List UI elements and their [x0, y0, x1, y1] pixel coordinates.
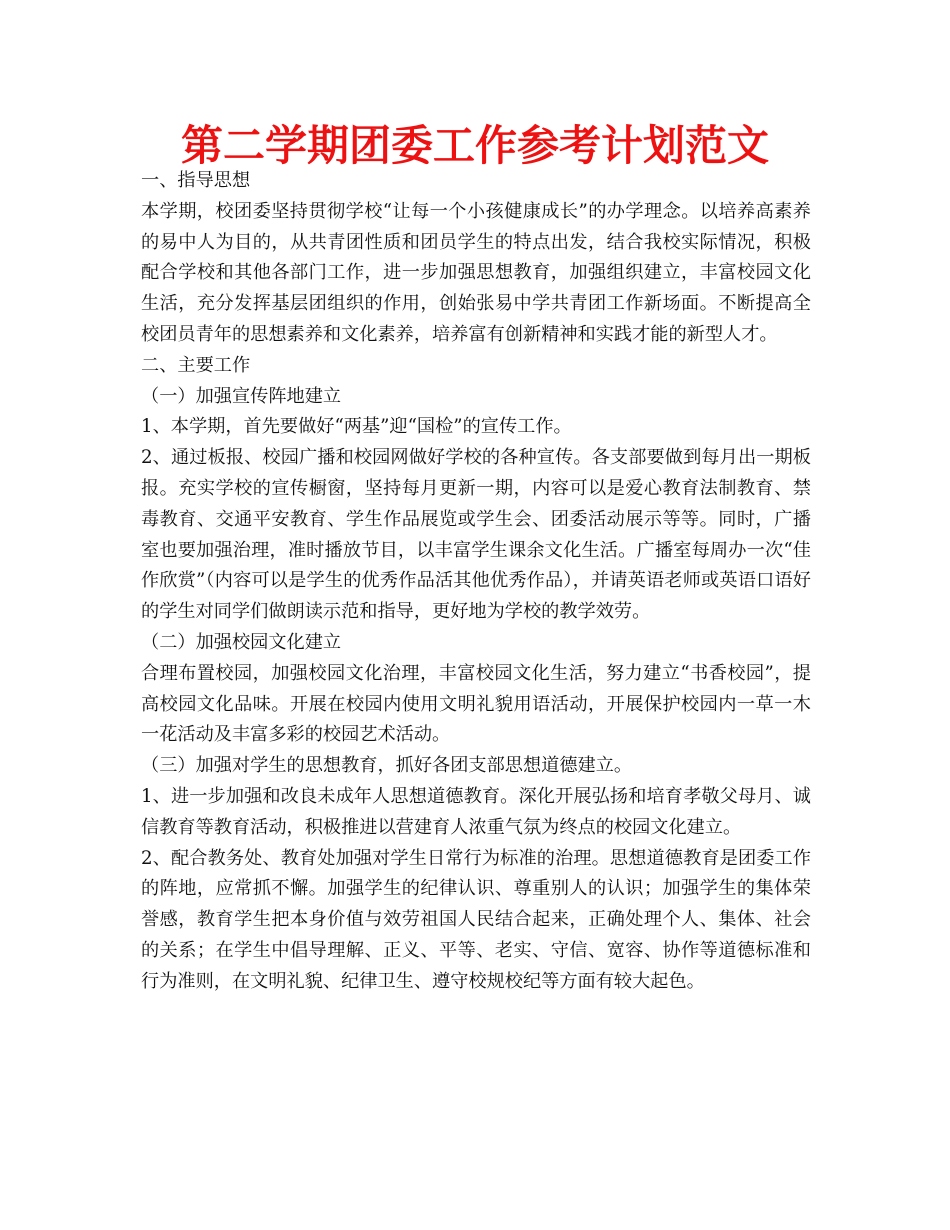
section-heading: 二、主要工作 — [141, 354, 251, 376]
document-body — [141, 166, 811, 998]
subsection-heading: （一）加强宣传阵地建立 — [141, 385, 342, 407]
subsection-heading: （三）加强对学生的思想教育，抓好各团支部思想道德建立。 — [141, 755, 633, 777]
section-heading: 一、指导思想 — [141, 170, 251, 191]
body-paragraph: 合理布置校园，加强校园文化治理，丰富校园文化生活，努力建立“书香校园”，提高校园文化品味。开展在校园内使用文明礼貌用语活动，开展保护校园内一草一木一花活动及丰富多彩的校园艺术活动。 — [141, 662, 811, 746]
list-item: 1、本学期，首先要做好“两基”迎“国检”的宣传工作。 — [141, 416, 572, 438]
list-item: 2、通过板报、校园广播和校园网做好学校的各种宣传。各支部要做到每月出一期板报。充实学校的宣传橱窗，坚持每月更新一期，内容可以是爱心教育法制教育、禁毒教育、交通平安教育、学生作品展览或学生会、团委活动展示等等。同时，广播室也要加强治理，准时播放节目，以丰富学生课余文化生活。广播室每周办一次“佳作欣赏”（内容可以是学生的优秀作品活其他优秀作品），并请英语老师或英语口语好的学生对同学们做朗读示范和指导，更好地为学校的教学效劳。 — [141, 447, 811, 623]
list-item: 2、配合教务处、教育处加强对学生日常行为标准的治理。思想道德教育是团委工作的阵地，应常抓不懈。加强学生的纪律认识、尊重别人的认识；加强学生的集体荣誉感，教育学生把本身价值与效劳祖国人民结合起来，正确处理个人、集体、社会的关系；在学生中倡导理解、正义、平等、老实、守信、宽容、协作等道德标准和行为准则，在文明礼貌、纪律卫生、遵守校规校纪等方面有较大起色。 — [141, 847, 811, 992]
document-title: 第二学期团委工作参考计划范文 — [180, 121, 769, 170]
body-paragraph: 本学期，校团委坚持贯彻学校“让每一个小孩健康成长”的办学理念。以培养高素养的易中人为目的，从共青团性质和团员学生的特点出发，结合我校实际情况，积极配合学校和其他各部门工作，进一步加强思想教育，加强组织建立，丰富校园文化生活，充分发挥基层团组织的作用，创始张易中学共青团工作新场面。不断提高全校团员青年的思想素养和文化素养，培养富有创新精神和实践才能的新型人才。 — [141, 200, 811, 345]
list-item: 1、进一步加强和改良未成年人思想道德教育。深化开展弘扬和培育孝敬父母月、诚信教育等教育活动，积极推进以营建育人浓重气氛为终点的校园文化建立。 — [141, 785, 811, 838]
subsection-heading: （二）加强校园文化建立 — [141, 631, 342, 653]
